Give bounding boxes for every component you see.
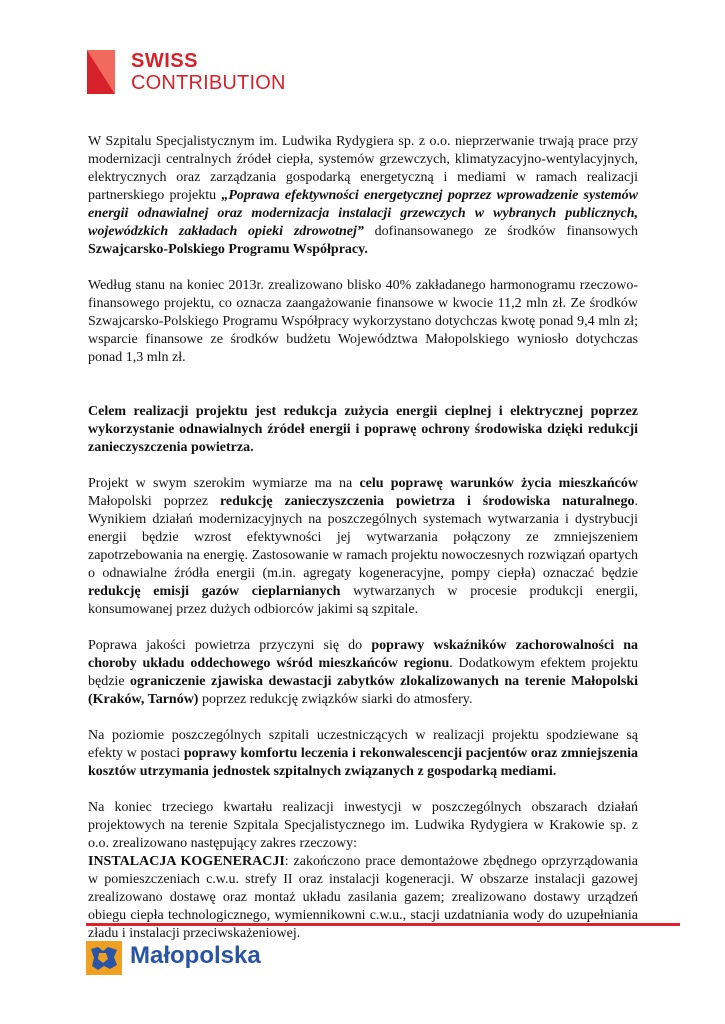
malopolska-emblem-icon	[86, 941, 122, 975]
paragraph-intro: W Szpitalu Specjalistycznym im. Ludwika Rydygiera sp. z o.o. nieprzerwanie trwają prace przy modernizacji centralnych źródeł ciepła, systemów grzewczych, klimatyzacyjno-wentylacyjnych, elektrycznych oraz zarządzania gospodarką energetyczną i mediami w ramach realizacji partnerskiego projektu „Poprawa efektywności energetycznej poprzez wprowadzenie systemów energii odnawialnej oraz modernizacja instalacji grzewczych w wybranych publicznych, wojewódzkich zakładach opieki zdrowotnej” dofinansowanego ze środków finansowych Szwajcarsko-Polskiego Programu Współpracy.	[88, 134, 638, 257]
paragraph-scope: Projekt w swym szerokim wymiarze ma na celu poprawę warunków życia mieszkańców Małopolski poprzez redukcję zanieczyszczenia powietrza i środowiska naturalnego. Wynikiem działań modernizacyjnych na poszczególnych systemach wytwarzania i dystrybucji energii będzie wzrost efektywności jej wytwarzania połączony ze zmniejszeniem zapotrzebowania na energię. Zastosowanie w ramach projektu nowoczesnych rozwiązań opartych o odnawialne źródła energii (m.in. agregaty kogeneracyjne, pompy ciepła) oznaczać będzie redukcję emisji gazów cieplarnianych wytwarzanych w procesie produkcji energii, konsumowanej przez dużych odbiorców jakimi są szpitale.	[88, 476, 639, 617]
paragraph-cogeneration: INSTALACJA KOGENERACJI: zakończono prace demontażowe zbędnego oprzyrządowania w pomieszczeniach c.w.u. strefy II oraz instalacji kogeneracji. W obszarze instalacji gazowej zrealizowano dostawę oraz montaż układu zasilania gazem; zrealizowano dostawy urządzeń obiegu ciepła technologicznego, wymiennikowni c.w.u., stacji uzdatniania wody do uzupełniania zładu i instalacji przeciwskażeniowej.	[88, 854, 638, 941]
paragraph-status: Według stanu na koniec 2013r. zrealizowano blisko 40% zakładanego harmonogramu rzeczowo-finansowego projektu, co oznacza zaangażowanie finansowe w kwocie 11,2 mln zł. Ze środków Szwajcarsko-Polskiego Programu Współpracy wykorzystano dotychczas kwotę ponad 9,4 mln zł; wsparcie finansowe ze środków budżetu Województwa Małopolskiego wyniosło dotychczas ponad 1,3 mln zł.	[88, 278, 638, 365]
footer-divider	[86, 923, 680, 926]
paragraph-progress: Na koniec trzeciego kwartału realizacji inwestycji w poszczególnych obszarach działań projektowych na terenie Szpitala Specjalistycznego im. Ludwika Rydygiera w Krakowie sp. z o.o. zrealizowano następujący zakres rzeczowy:	[88, 800, 638, 851]
malopolska-logo-text: Małopolska	[130, 942, 261, 969]
swiss-contribution-mark-icon	[87, 50, 115, 94]
document-body	[88, 133, 638, 943]
paragraph-hospital-effects: Na poziomie poszczególnych szpitali uczestniczących w realizacji projektu spodziewane są efekty w postaci poprawy komfortu leczenia i rekonwalescencji pacjentów oraz zmniejszenia kosztów utrzymania jednostek szpitalnych związanych z gospodarką mediami.	[88, 728, 638, 779]
paragraph-goal: Celem realizacji projektu jest redukcja zużycia energii cieplnej i elektrycznej poprzez wykorzystanie odnawialnych źródeł energii i poprawę ochrony środowiska dzięki redukcji zanieczyszczenia powietrza.	[88, 404, 638, 455]
logo-line-2: CONTRIBUTION	[131, 72, 286, 94]
paragraph-air-quality: Poprawa jakości powietrza przyczyni się do poprawy wskaźników zachorowalności na choroby układu oddechowego wśród mieszkańców regionu. Dodatkowym efektem projektu będzie ograniczenie zjawiska dewastacji zabytków zlokalizowanych na terenie Małopolski (Kraków, Tarnów) poprzez redukcję związków siarki do atmosfery.	[88, 638, 638, 707]
logo-line-1: SWISS	[131, 50, 198, 72]
